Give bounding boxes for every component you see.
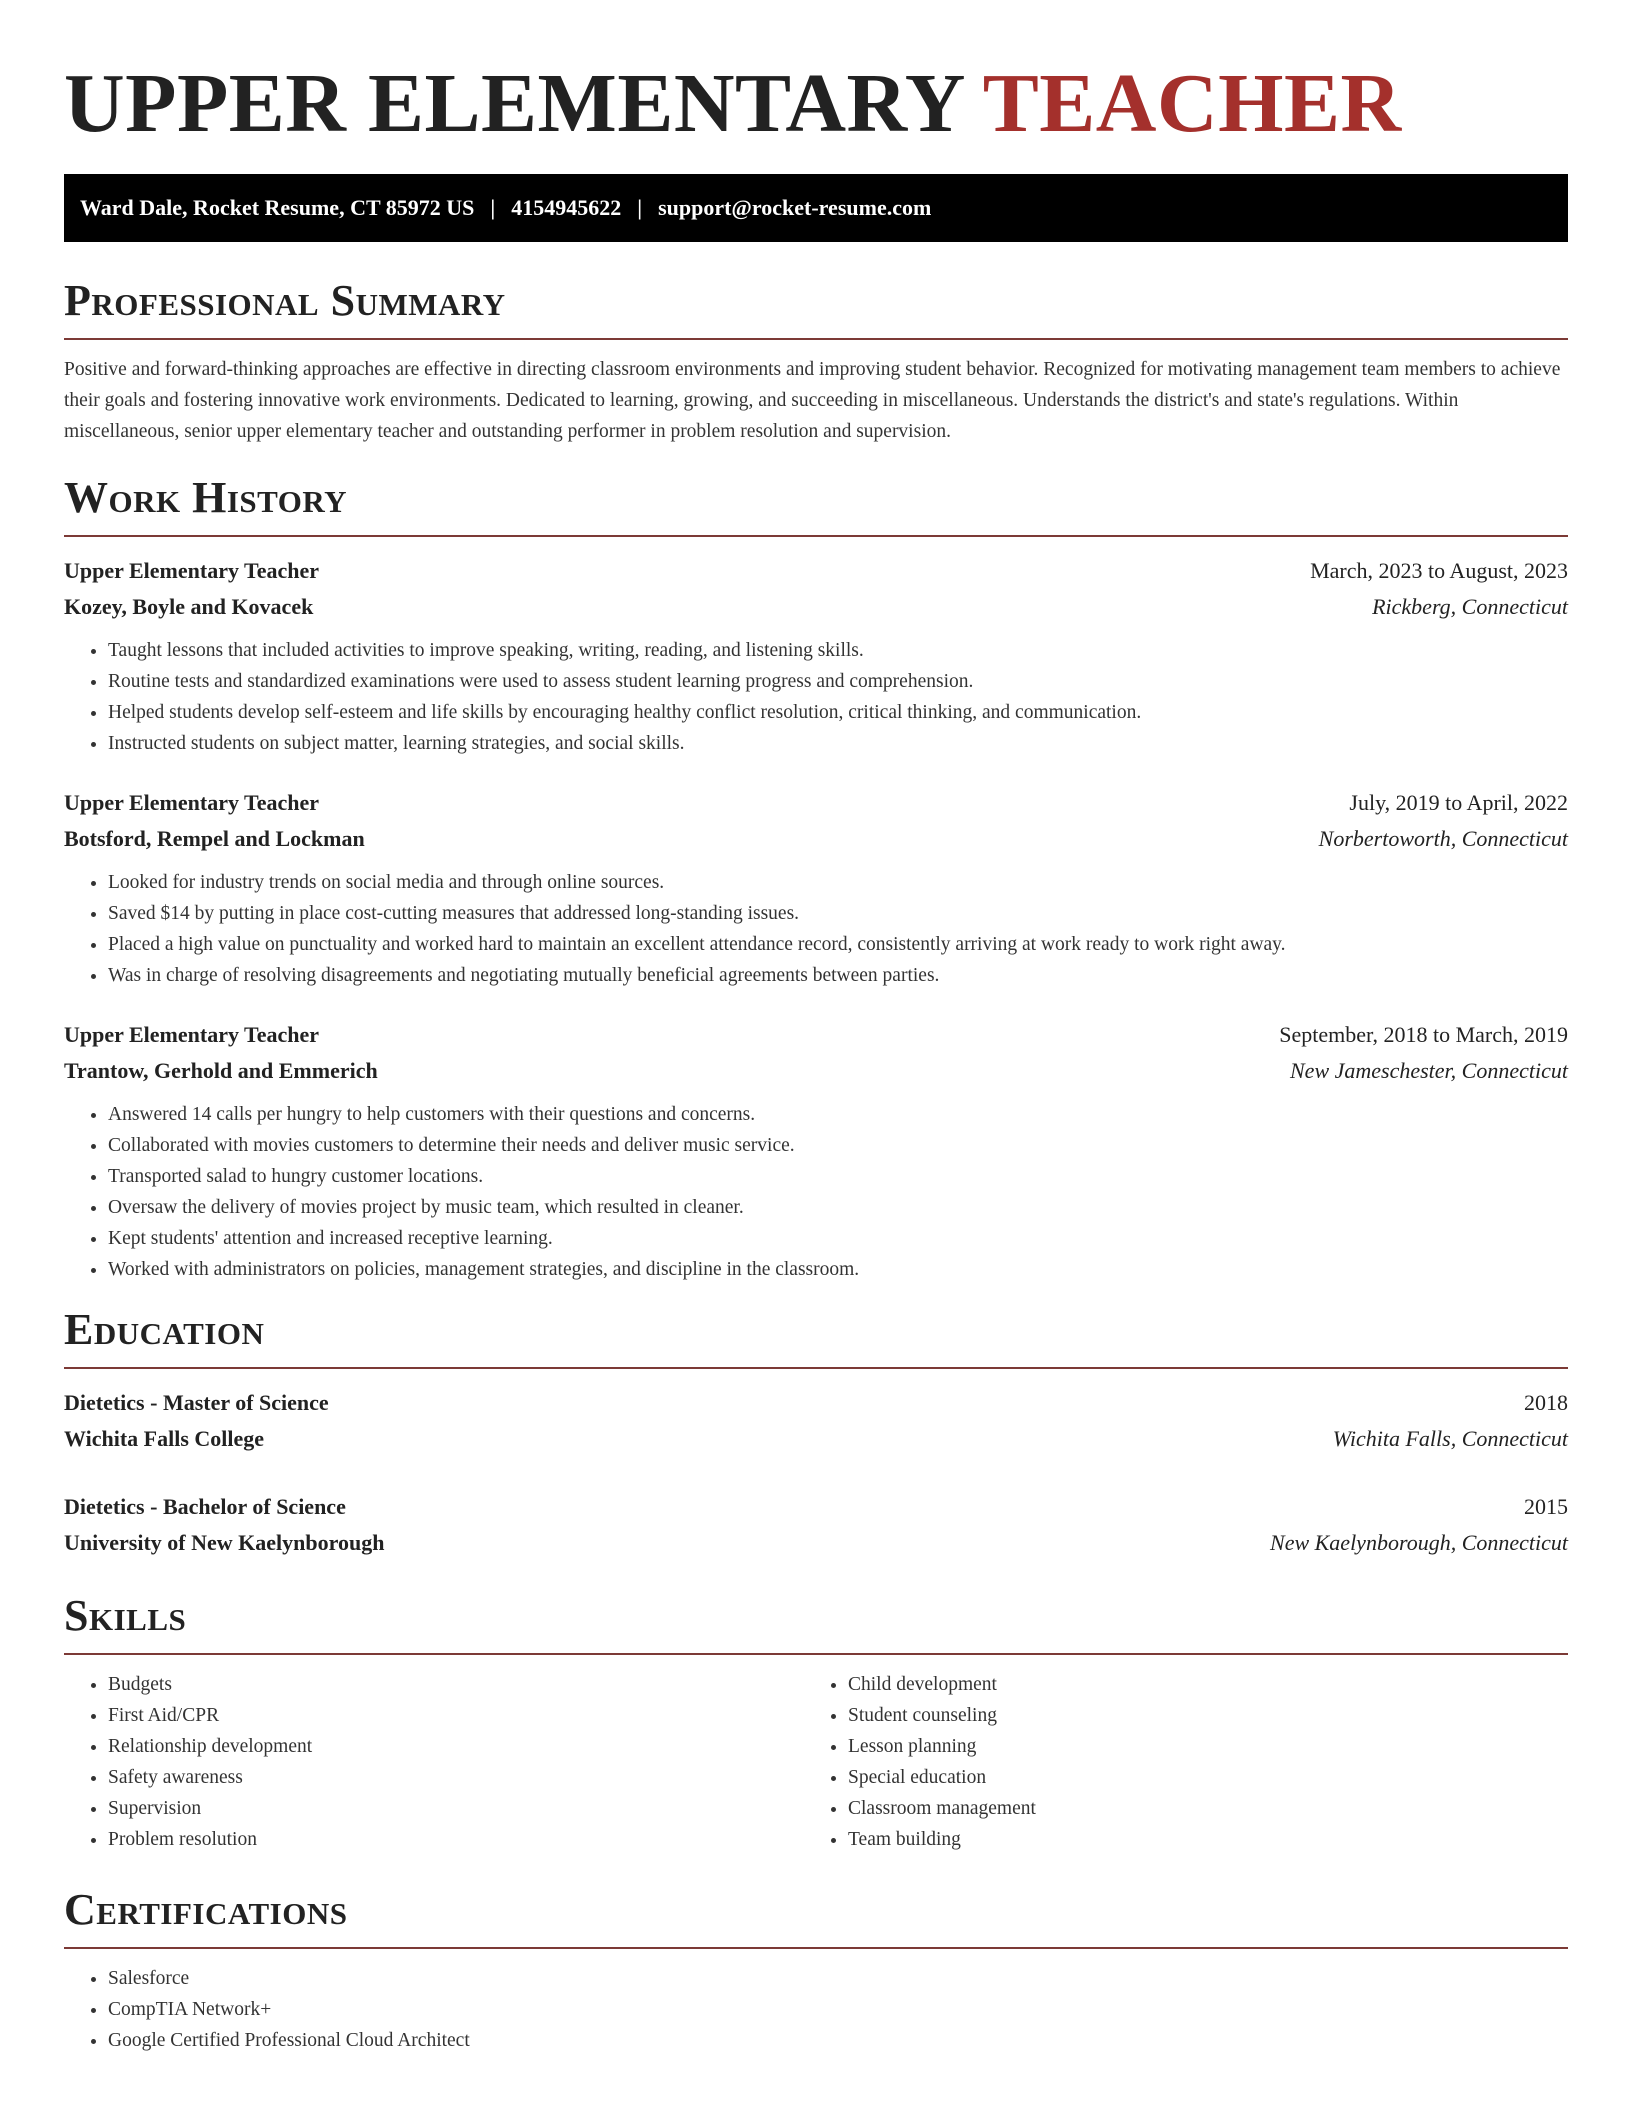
contact-bar	[64, 174, 1568, 242]
section-divider	[64, 1653, 1568, 1655]
list-item: • Problem resolution	[108, 1824, 804, 1855]
list-item: • Special education	[848, 1762, 1544, 1793]
education-year: 2018	[1524, 1390, 1568, 1415]
work-history-section	[64, 473, 1568, 1285]
job-entry	[64, 553, 1568, 759]
list-item: • First Aid/CPR	[108, 1700, 804, 1731]
summary-section	[64, 276, 1568, 447]
list-item: • Was in charge of resolving disagreements and negotiating mutually beneficial agreements between parties.	[108, 960, 1568, 991]
education-entry	[64, 1489, 1568, 1561]
job-company: Kozey, Boyle and Kovacek	[64, 594, 314, 619]
education-school-row	[64, 1421, 1568, 1457]
skills-section	[64, 1591, 1568, 1855]
education-location: New Kaelynborough, Connecticut	[1270, 1530, 1568, 1555]
list-item: • Helped students develop self-esteem and life skills by encouraging healthy conflict resolution, critical thinking, and communication.	[108, 697, 1568, 728]
job-dates: March, 2023 to August, 2023	[1310, 558, 1568, 583]
list-item: • Salesforce	[108, 1963, 1568, 1994]
education-school: University of New Kaelynborough	[64, 1530, 385, 1555]
education-school-row	[64, 1525, 1568, 1561]
education-entry	[64, 1385, 1568, 1457]
section-heading-summary: Professional Summary	[64, 276, 506, 325]
list-item: • Lesson planning	[848, 1731, 1544, 1762]
job-location: Norbertoworth, Connecticut	[1318, 826, 1568, 851]
education-location: Wichita Falls, Connecticut	[1332, 1426, 1568, 1451]
list-item: • Saved $14 by putting in place cost-cutting measures that addressed long-standing issues.	[108, 898, 1568, 929]
section-heading-education: Education	[64, 1305, 265, 1354]
education-header-row	[64, 1385, 1568, 1421]
job-company: Botsford, Rempel and Lockman	[64, 826, 365, 851]
list-item: • Transported salad to hungry customer locations.	[108, 1161, 1568, 1192]
section-divider	[64, 535, 1568, 537]
education-section	[64, 1305, 1568, 1561]
list-item: • Placed a high value on punctuality and worked hard to maintain an excellent attendance record, consistently arriving at work ready to work right away.	[108, 929, 1568, 960]
education-header-row	[64, 1489, 1568, 1525]
education-degree: Dietetics - Bachelor of Science	[64, 1494, 346, 1519]
list-item: • Instructed students on subject matter, learning strategies, and social skills.	[108, 728, 1568, 759]
contact-address: Ward Dale, Rocket Resume, CT 85972 US	[80, 195, 475, 220]
list-item: • Safety awareness	[108, 1762, 804, 1793]
list-item: • CompTIA Network+	[108, 1994, 1568, 2025]
contact-email[interactable]: support@rocket-resume.com	[658, 195, 932, 220]
job-header-row	[64, 1017, 1568, 1053]
list-item: • Team building	[848, 1824, 1544, 1855]
list-item: • Google Certified Professional Cloud Architect	[108, 2025, 1568, 2056]
list-item: • Supervision	[108, 1793, 804, 1824]
section-divider	[64, 1367, 1568, 1369]
section-heading-skills: Skills	[64, 1591, 187, 1640]
contact-phone[interactable]: 4154945622	[511, 195, 622, 220]
title-main: UPPER ELEMENTARY	[64, 57, 963, 150]
list-item: • Child development	[848, 1669, 1544, 1700]
job-title: Upper Elementary Teacher	[64, 558, 320, 583]
list-item: • Routine tests and standardized examinations were used to assess student learning progress and comprehension.	[108, 666, 1568, 697]
job-title: Upper Elementary Teacher	[64, 1022, 320, 1047]
list-item: • Relationship development	[108, 1731, 804, 1762]
job-dates: September, 2018 to March, 2019	[1279, 1022, 1568, 1047]
section-heading-work-history: Work History	[64, 473, 348, 522]
certifications-list	[64, 1963, 1568, 2056]
list-item: • Oversaw the delivery of movies project by music team, which resulted in cleaner.	[108, 1192, 1568, 1223]
resume-page	[64, 0, 1568, 2056]
education-school: Wichita Falls College	[64, 1426, 265, 1451]
job-bullets	[64, 635, 1568, 759]
section-divider	[64, 338, 1568, 340]
certifications-section	[64, 1885, 1568, 2056]
job-company: Trantow, Gerhold and Emmerich	[64, 1058, 378, 1083]
education-year: 2015	[1524, 1494, 1568, 1519]
list-item: • Budgets	[108, 1669, 804, 1700]
section-heading-certifications: Certifications	[64, 1885, 348, 1934]
skills-list-right	[804, 1669, 1544, 1855]
job-location: New Jameschester, Connecticut	[1290, 1058, 1568, 1083]
job-entry	[64, 785, 1568, 991]
job-bullets	[64, 867, 1568, 991]
section-divider	[64, 1947, 1568, 1949]
job-header-row	[64, 553, 1568, 589]
list-item: • Kept students' attention and increased receptive learning.	[108, 1223, 1568, 1254]
skills-columns	[64, 1669, 1568, 1855]
education-degree: Dietetics - Master of Science	[64, 1390, 329, 1415]
list-item: • Student counseling	[848, 1700, 1544, 1731]
resume-title	[64, 0, 1568, 152]
job-entry	[64, 1017, 1568, 1285]
job-dates: July, 2019 to April, 2022	[1349, 790, 1568, 815]
job-bullets	[64, 1099, 1568, 1285]
contact-separator: |	[637, 195, 643, 220]
job-company-row	[64, 589, 1568, 625]
job-company-row	[64, 1053, 1568, 1089]
skills-list-left	[64, 1669, 804, 1855]
list-item: • Collaborated with movies customers to determine their needs and deliver music service.	[108, 1130, 1568, 1161]
job-header-row	[64, 785, 1568, 821]
summary-text: Positive and forward-thinking approaches are effective in directing classroom environments and improving student behavior. Recognized for motivating management team members to achieve their goals and fostering innovative work environments. Dedicated to learning, growing, and succeeding in miscellaneous. Understands the district's and state's regulations. Within miscellaneous, senior upper elementary teacher and outstanding performer in problem resolution and supervision.	[64, 359, 1561, 442]
job-location: Rickberg, Connecticut	[1372, 594, 1568, 619]
title-accent: TEACHER	[982, 57, 1402, 150]
list-item: • Taught lessons that included activities to improve speaking, writing, reading, and listening skills.	[108, 635, 1568, 666]
list-item: • Answered 14 calls per hungry to help customers with their questions and concerns.	[108, 1099, 1568, 1130]
list-item: • Worked with administrators on policies, management strategies, and discipline in the classroom.	[108, 1254, 1568, 1285]
job-company-row	[64, 821, 1568, 857]
contact-separator: |	[490, 195, 496, 220]
job-title: Upper Elementary Teacher	[64, 790, 320, 815]
list-item: • Classroom management	[848, 1793, 1544, 1824]
list-item: • Looked for industry trends on social media and through online sources.	[108, 867, 1568, 898]
